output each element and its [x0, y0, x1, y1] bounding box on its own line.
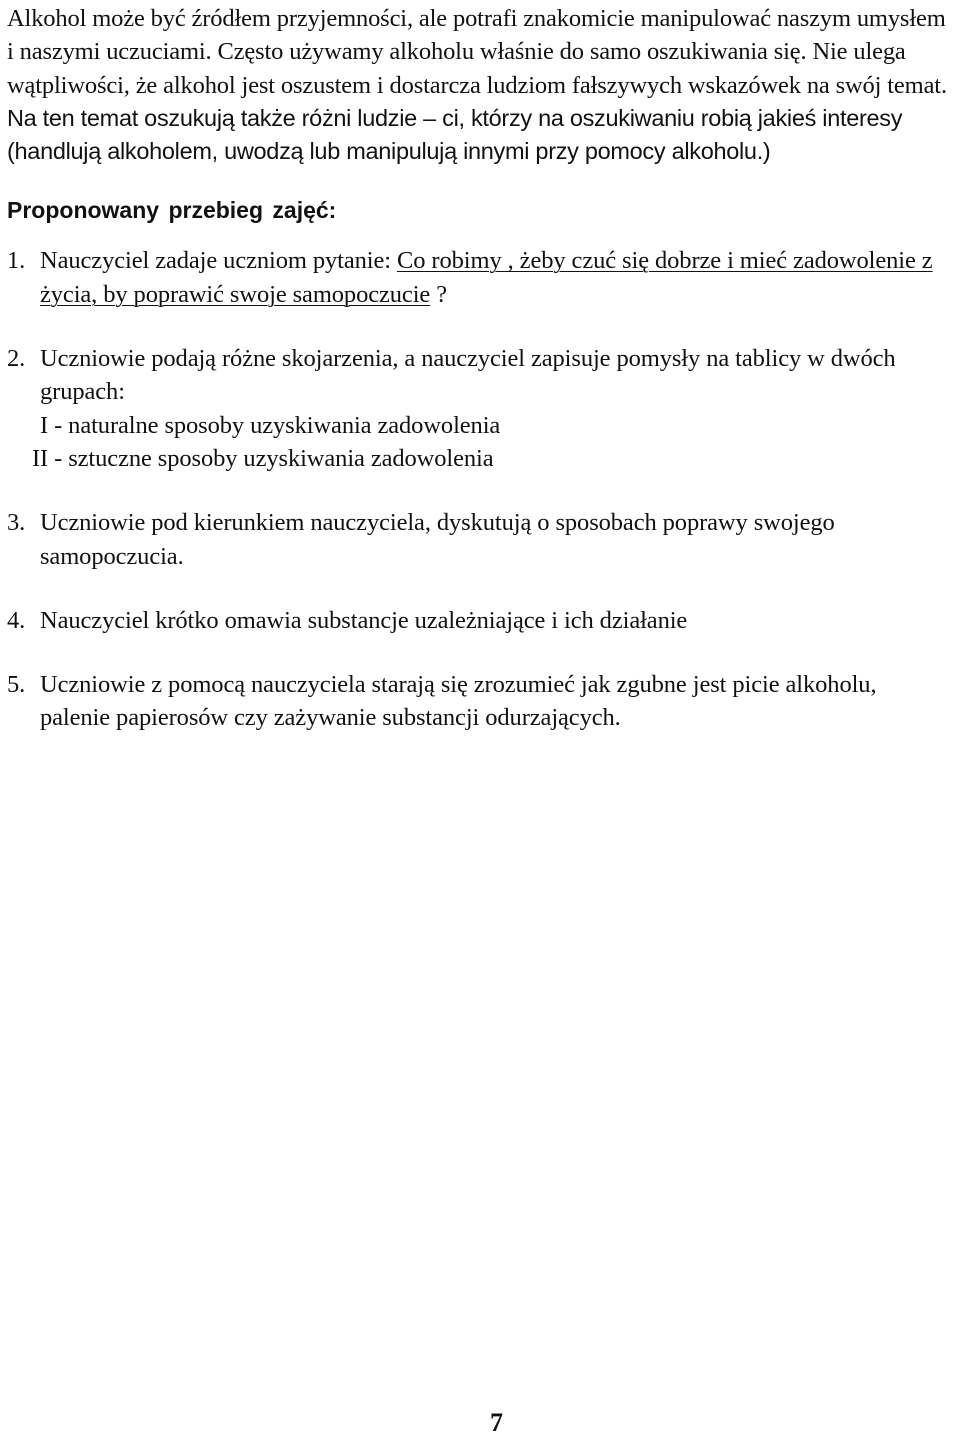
- step-item-1: [7, 244, 952, 311]
- step-item-5: [7, 668, 952, 735]
- step-item-2: [7, 342, 952, 475]
- group-natural: I - naturalne sposoby uzyskiwania zadowolenia: [40, 411, 501, 439]
- step-text-after: ?: [430, 280, 448, 308]
- step-item-4: [7, 604, 952, 637]
- intro-text-part2: Na ten temat oszukują także różni ludzie – ci, którzy na oszukiwaniu robią jakieś interesy (handlują alkoholem, uwodzą lub manipulują innymi przy pomocy alkoholu.): [7, 104, 903, 165]
- step-text: Uczniowie podają różne skojarzenia, a nauczyciel zapisuje pomysły na tablicy w dwóch grupach:: [40, 345, 896, 406]
- page-number: 7: [490, 1408, 503, 1437]
- step-number: 4.: [7, 606, 26, 634]
- step-text: Nauczyciel zadaje uczniom pytanie:: [40, 247, 398, 275]
- step-number: 3.: [7, 509, 26, 537]
- step-text: Uczniowie z pomocą nauczyciela starają się zrozumieć jak zgubne jest picie alkoholu, palenie papierosów czy zażywanie substancji odurzających.: [40, 671, 877, 732]
- section-heading: Proponowany przebieg zajęć:: [7, 197, 337, 224]
- page-content: [7, 0, 952, 735]
- group-artificial: II - sztuczne sposoby uzyskiwania zadowolenia: [32, 444, 494, 472]
- intro-paragraph: [7, 0, 952, 168]
- steps-list: [7, 244, 952, 734]
- step-number: 2.: [7, 345, 26, 373]
- step-question: Co robimy , żeby czuć się dobrze i mieć zadowolenie z życia, by poprawić swoje samopoczucie: [40, 247, 933, 308]
- step-number: 5.: [7, 671, 26, 699]
- step-text: Uczniowie pod kierunkiem nauczyciela, dyskutują o sposobach poprawy swojego samopoczucia.: [40, 509, 835, 570]
- step-text: Nauczyciel krótko omawia substancje uzależniające i ich działanie: [40, 606, 688, 634]
- step-number: 1.: [7, 247, 26, 275]
- intro-text-part1: Alkohol może być źródłem przyjemności, ale potrafi znakomicie manipulować naszym umysłem i naszymi uczuciami. Często używamy alkoholu właśnie do samo oszukiwania się. Nie ulega wątpliwości, że alkohol jest oszustem i dostarcza ludziom fałszywych wskazówek na swój temat.: [7, 5, 947, 99]
- step-item-3: [7, 506, 952, 573]
